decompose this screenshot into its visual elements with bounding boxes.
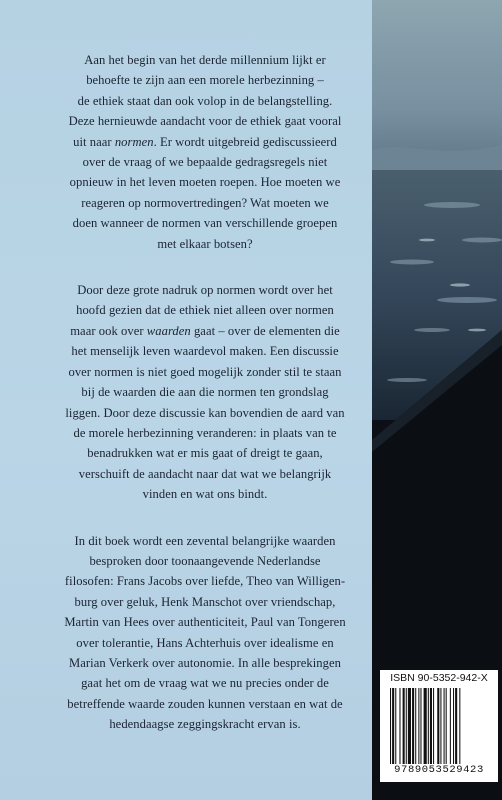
blurb-line: met elkaar botsen? xyxy=(157,236,253,251)
barcode-bar xyxy=(430,688,432,764)
blurb-line: besproken door toonaangevende Nederlandse xyxy=(89,553,321,568)
blurb-paragraph-3 xyxy=(38,531,372,735)
barcode-bar xyxy=(399,688,400,764)
blurb-line: Marian Verkerk over autonomie. In alle besprekingen xyxy=(69,655,341,670)
blurb-line: reageren op normovertredingen? Wat moeten we xyxy=(81,195,329,210)
blurb-line: maar ook over waarden gaat – over de elementen die xyxy=(70,323,340,338)
blurb-line: Deze hernieuwde aandacht voor de ethiek gaat vooral xyxy=(68,114,342,129)
barcode-bar xyxy=(415,688,416,764)
blurb-line: hoofd gezien dat de ethiek niet alleen over normen xyxy=(76,303,334,318)
barcode-bar xyxy=(437,688,439,764)
blurb-line: benadrukken wat er mis gaat of dreigt te gaan, xyxy=(87,446,323,461)
blurb-line: hedendaagse zeggingskracht ervan is. xyxy=(109,717,301,732)
blurb-line: In dit boek wordt een zevental belangrijke waarden xyxy=(74,533,336,548)
blurb-line: Aan het begin van het derde millennium lijkt er xyxy=(84,53,326,67)
barcode-bar xyxy=(390,688,391,764)
barcode-bar xyxy=(418,688,419,764)
blurb-line: over normen is niet goed mogelijk zonder stil te staan xyxy=(68,364,342,379)
barcode-bar xyxy=(403,688,405,764)
blurb-text xyxy=(38,50,372,761)
barcode-bar xyxy=(453,688,454,764)
blurb-paragraph-2 xyxy=(38,280,372,504)
blurb-line: Door deze grote nadruk op normen wordt over het xyxy=(77,283,333,298)
isbn-text: ISBN 90-5352-942-X xyxy=(390,672,488,684)
blurb-line: doen wanneer de normen van verschillende groepen xyxy=(72,216,338,231)
barcode-icon xyxy=(388,688,492,764)
barcode-bar xyxy=(446,688,447,764)
barcode-bar xyxy=(459,688,460,764)
barcode-bar xyxy=(455,688,457,764)
blurb-line: filosofen: Frans Jacobs over liefde, Theo van Willigen- xyxy=(64,574,346,589)
blurb-line: uit naar normen. Er wordt uitgebreid gediscussieerd xyxy=(73,134,337,149)
blurb-line: bij de waarden die aan die normen ten grondslag xyxy=(81,385,329,400)
blurb-line: gaat het om de vraag wat we nu precies onder de xyxy=(81,676,329,691)
blurb-line: het menselijk leven waardevol maken. Een discussie xyxy=(71,344,339,359)
blurb-line: betreffende waarde zouden kunnen verstaan en wat de xyxy=(67,696,343,711)
barcode-number: 9789053529423 xyxy=(394,764,484,776)
blurb-line: opnieuw in het leven moeten roepen. Hoe moeten we xyxy=(69,175,341,190)
blurb-line: de ethiek staat dan ook volop in de belangstelling. xyxy=(77,93,333,108)
barcode-bar xyxy=(424,688,427,764)
barcode-bar xyxy=(433,688,434,764)
blurb-line: Martin van Hees over authenticiteit, Paul van Tongeren xyxy=(64,615,346,630)
barcode-bar xyxy=(420,688,421,764)
barcode-bar xyxy=(392,688,394,764)
blurb-line: over tolerantie, Hans Achterhuis over idealisme en xyxy=(76,635,334,650)
blurb-line: de morele herbezinning veranderen: in plaats van te xyxy=(73,425,337,440)
barcode-label xyxy=(380,670,498,782)
barcode-bar xyxy=(444,688,445,764)
blurb-line: verschuift de aandacht naar dat wat we belangrijk xyxy=(78,466,332,481)
barcode-bar xyxy=(428,688,429,764)
blurb-paragraph-1 xyxy=(38,50,372,254)
blurb-line: over de vraag of we bepaalde gedragsregels niet xyxy=(82,155,328,170)
barcode-bar xyxy=(440,688,441,764)
blurb-line: burg over geluk, Henk Manschot over vriendschap, xyxy=(74,594,336,609)
blurb-line: liggen. Door deze discussie kan bovendien de aard van xyxy=(65,405,345,420)
blurb-line: behoefte te zijn aan een morele herbezinning – xyxy=(86,73,324,88)
blurb-line: vinden en wat ons bindt. xyxy=(142,487,268,502)
barcode-bar xyxy=(406,688,407,764)
barcode-bar xyxy=(408,688,411,764)
barcode-bar xyxy=(395,688,396,764)
barcode-bar xyxy=(450,688,451,764)
barcode-bar xyxy=(412,688,414,764)
